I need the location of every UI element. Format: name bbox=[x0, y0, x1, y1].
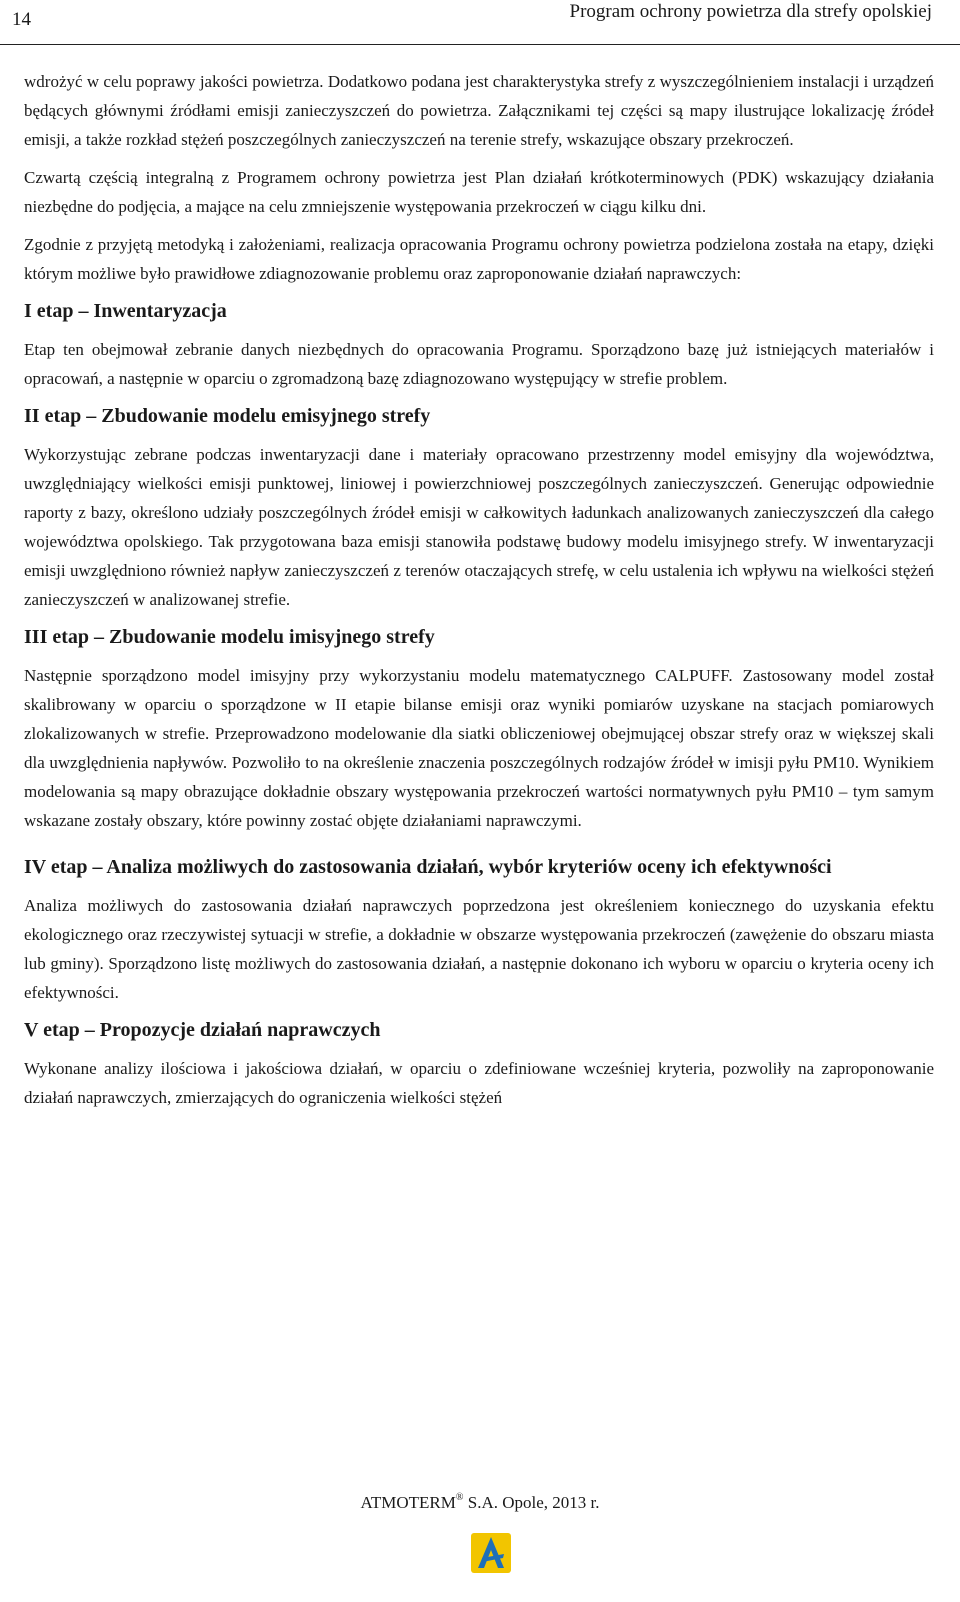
heading-stage-5: V etap – Propozycje działań naprawczych bbox=[24, 1019, 381, 1041]
paragraph-intro: wdrożyć w celu poprawy jakości powietrza. Dodatkowo podana jest charakterystyka strefy z wyszczególnieniem instalacji i urządzeń będących głównymi źródłami emisji zanieczyszczeń do powietrza. Załącznikami tej części są mapy ilustrujące lokalizację źródeł emisji, a także rozkład stężeń poszczególnych zanieczyszczeń na terenie strefy, wskazujące obszary przekroczeń. bbox=[24, 72, 934, 149]
page-header bbox=[0, 0, 960, 45]
registered-mark: ® bbox=[455, 1492, 464, 1503]
heading-stage-3: III etap – Zbudowanie modelu imisyjnego strefy bbox=[24, 626, 435, 648]
footer-place-year: S.A. Opole, 2013 r. bbox=[463, 1493, 600, 1512]
heading-stage-2: II etap – Zbudowanie modelu emisyjnego strefy bbox=[24, 405, 431, 427]
page-number: 14 bbox=[12, 9, 31, 30]
paragraph-stage-3: Następnie sporządzono model imisyjny przy wykorzystaniu modelu matematycznego CALPUFF. Zastosowany model został skalibrowany w oparciu o sporządzone w II etapie bilanse emisji oraz wyniki pomiarów uzyskane na stacjach pomiarowych zlokalizowanych w strefie. Przeprowadzono modelowanie dla siatki obliczeniowej obejmującej obszar strefy oraz w większej skali dla uwzględnienia napływów. Pozwoliło to na określenie znaczenia poszczególnych rodzajów źródeł w imisji pyłu PM10. Wynikiem modelowania są mapy obrazujące dokładnie obszary występowania przekroczeń wartości normatywnych pyłu PM10 – tym samym wskazane zostały obszary, które powinny zostać objęte działaniami naprawczymi. bbox=[24, 666, 934, 830]
paragraph-stage-1: Etap ten obejmował zebranie danych niezbędnych do opracowania Programu. Sporządzono bazę już istniejących materiałów i opracowań, a następnie w oparciu o zgromadzoną bazę zdiagnozowano występujący w strefie problem. bbox=[24, 340, 934, 388]
heading-stage-4: IV etap – Analiza możliwych do zastosowania działań, wybór kryteriów oceny ich efektywności bbox=[24, 856, 832, 878]
page-content bbox=[24, 67, 934, 1121]
paragraph-stage-5: Wykonane analizy ilościowa i jakościowa działań, w oparciu o zdefiniowane wcześniej kryteria, pozwoliły na zaproponowanie działań naprawczych, zmierzających do ograniczenia wielkości stężeń bbox=[24, 1059, 934, 1107]
page-footer bbox=[0, 1492, 960, 1513]
footer-company: ATMOTERM bbox=[360, 1493, 456, 1512]
running-title: Program ochrony powietrza dla strefy opolskiej bbox=[569, 1, 932, 22]
paragraph-stages-intro: Zgodnie z przyjętą metodyką i założeniami, realizacja opracowania Programu ochrony powietrza podzielona została na etapy, dzięki którym możliwe było prawidłowe zdiagnozowanie problemu oraz zaproponowanie działań naprawczych: bbox=[24, 235, 934, 283]
paragraph-stage-2: Wykorzystując zebrane podczas inwentaryzacji dane i materiały opracowano przestrzenny model emisyjny dla województwa, uwzględniający wielkości emisji punktowej, liniowej i powierzchniowej poszczególnych zanieczyszczeń. Generując odpowiednie raporty z bazy, określono udziały poszczególnych źródeł emisji w całkowitych ładunkach analizowanych zanieczyszczeń dla całego województwa opolskiego. Tak przygotowana baza emisji stanowiła podstawę budowy modelu imisyjnego strefy. W inwentaryzacji emisji uwzględniono również napływ zanieczyszczeń z terenów otaczających strefę, w celu ustalenia ich wpływu na wielkości stężeń zanieczyszczeń w analizowanej strefie. bbox=[24, 445, 934, 609]
heading-stage-1: I etap – Inwentaryzacja bbox=[24, 300, 227, 322]
paragraph-pdk: Czwartą częścią integralną z Programem ochrony powietrza jest Plan działań krótkoterminowych (PDK) wskazujący działania niezbędne do podjęcia, a mające na celu zmniejszenie występowania przekroczeń w ciągu kilku dni. bbox=[24, 168, 934, 216]
atmoterm-logo-icon bbox=[470, 1532, 512, 1574]
paragraph-stage-4: Analiza możliwych do zastosowania działań naprawczych poprzedzona jest określeniem koniecznego do uzyskania efektu ekologicznego oraz rzeczywistej sytuacji w strefie, a dokładnie w obszarze występowania przekroczeń (zawężenie do obszaru miasta lub gminy). Sporządzono listę możliwych do zastosowania działań, a następnie dokonano ich wyboru w oparciu o kryteria oceny ich efektywności. bbox=[24, 896, 934, 1002]
